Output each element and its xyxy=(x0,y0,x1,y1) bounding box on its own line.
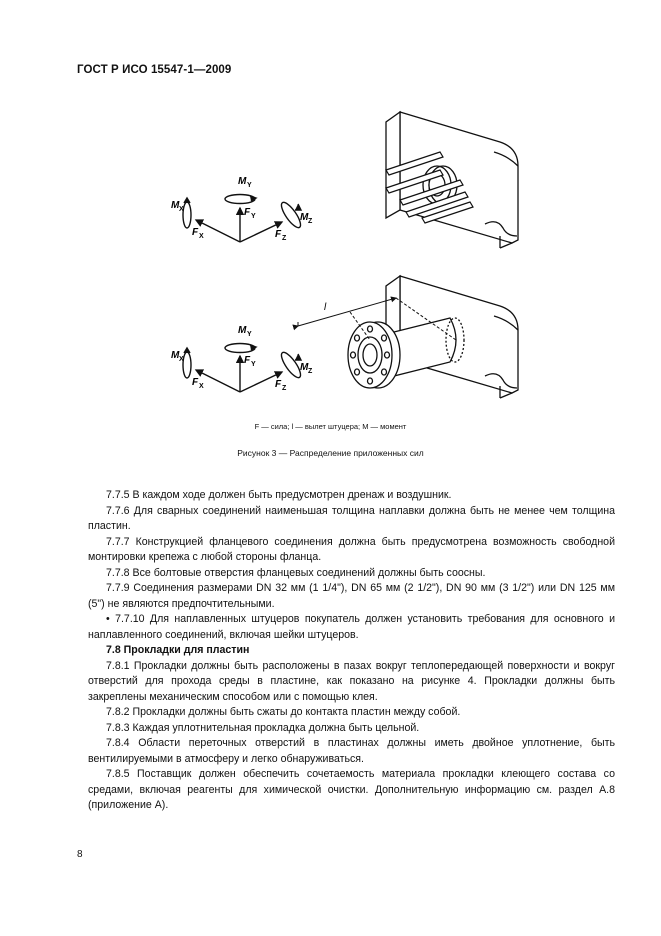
upper-exchanger-frame xyxy=(386,112,518,248)
upper-fy-sub: Y xyxy=(251,213,256,220)
lower-fy-sub: Y xyxy=(251,361,256,368)
lower-fx-sub: X xyxy=(199,383,204,390)
document-body xyxy=(88,488,615,814)
upper-mx-label: M xyxy=(171,200,180,211)
nozzle-length-label: l xyxy=(324,302,327,313)
figure-3 xyxy=(160,100,540,400)
figure-caption: Рисунок 3 — Распределение приложенных сил xyxy=(237,448,424,458)
upper-mz-sub: Z xyxy=(308,218,313,225)
lower-fz-sub: Z xyxy=(282,385,287,392)
paragraph-7-8-3: 7.8.3 Каждая уплотнительная прокладка должна быть цельной. xyxy=(106,721,420,734)
upper-fx-sub: X xyxy=(199,233,204,240)
paragraph-7-8-1: 7.8.1 Прокладки должны быть расположены в пазах вокруг теплопередающей поверхности и вокруг отверстий для прохода среды в пластине, как показано на рисунке 4. Прокладки должны быть закреплены механическим способом или с помощью клея. xyxy=(88,659,615,703)
lower-mx-label: M xyxy=(171,350,180,361)
page-number: 8 xyxy=(77,849,83,860)
lower-mx-sub: X xyxy=(179,356,184,363)
lower-mz-label: M xyxy=(300,362,309,373)
lower-fx-label: F xyxy=(192,377,199,388)
figure-legend: F — сила; l — вылет штуцера; M — момент xyxy=(254,422,407,431)
section-heading-7-8: 7.8 Прокладки для пластин xyxy=(106,644,250,656)
force-distribution-drawing xyxy=(160,100,540,400)
lower-my-label: M xyxy=(238,325,247,336)
lower-my-sub: Y xyxy=(247,331,252,338)
upper-mx-sub: X xyxy=(179,206,184,213)
paragraph-7-7-8: 7.7.8 Все болтовые отверстия фланцевых соединений должны быть соосны. xyxy=(106,566,486,579)
lower-fz-label: F xyxy=(275,379,282,390)
paragraph-7-7-10: • 7.7.10 Для наплавленных штуцеров покупатель должен установить требования для основного и наплавленного соединений, включая шейки штуцеров. xyxy=(88,613,615,641)
lower-fy-label: F xyxy=(244,355,251,366)
paragraph-7-7-9: 7.7.9 Соединения размерами DN 32 мм (1 1/4"), DN 65 мм (2 1/2"), DN 90 мм (3 1/2") или DN 125 мм (5") не являются предпочтительными. xyxy=(88,582,615,610)
paragraph-7-7-6: 7.7.6 Для сварных соединений наименьшая толщина наплавки должна быть не менее чем толщина пластин. xyxy=(88,504,615,532)
upper-fx-label: F xyxy=(192,227,199,238)
paragraph-7-8-5: 7.8.5 Поставщик должен обеспечить сочетаемость материала прокладки клеющего состава со средами, включая реагенты для химической очистки. Дополнительную информацию см. раздел А.8 (приложение А). xyxy=(88,768,615,811)
upper-fz-label: F xyxy=(275,229,282,240)
paragraph-7-8-4: 7.8.4 Области переточных отверстий в пластинах должны иметь двойное уплотнение, быть вентилируемыми в атмосферу и легко обнаруживаться. xyxy=(88,737,615,765)
upper-my-sub: Y xyxy=(247,182,252,189)
paragraph-7-7-7: 7.7.7 Конструкцией фланцевого соединения должна быть предусмотрена возможность свободной монтировки крепежа с любой стороны фланца. xyxy=(88,535,615,563)
nozzle-flange xyxy=(348,318,464,388)
upper-fz-sub: Z xyxy=(282,235,287,242)
upper-fy-label: F xyxy=(244,207,251,218)
paragraph-7-7-5: 7.7.5 В каждом ходе должен быть предусмотрен дренаж и воздушник. xyxy=(106,489,452,501)
upper-my-label: M xyxy=(238,176,247,187)
lower-mz-sub: Z xyxy=(308,368,313,375)
document-header: ГОСТ Р ИСО 15547-1—2009 xyxy=(77,64,232,76)
upper-mz-label: M xyxy=(300,212,309,223)
paragraph-7-8-2: 7.8.2 Прокладки должны быть сжаты до контакта пластин между собой. xyxy=(106,706,461,718)
